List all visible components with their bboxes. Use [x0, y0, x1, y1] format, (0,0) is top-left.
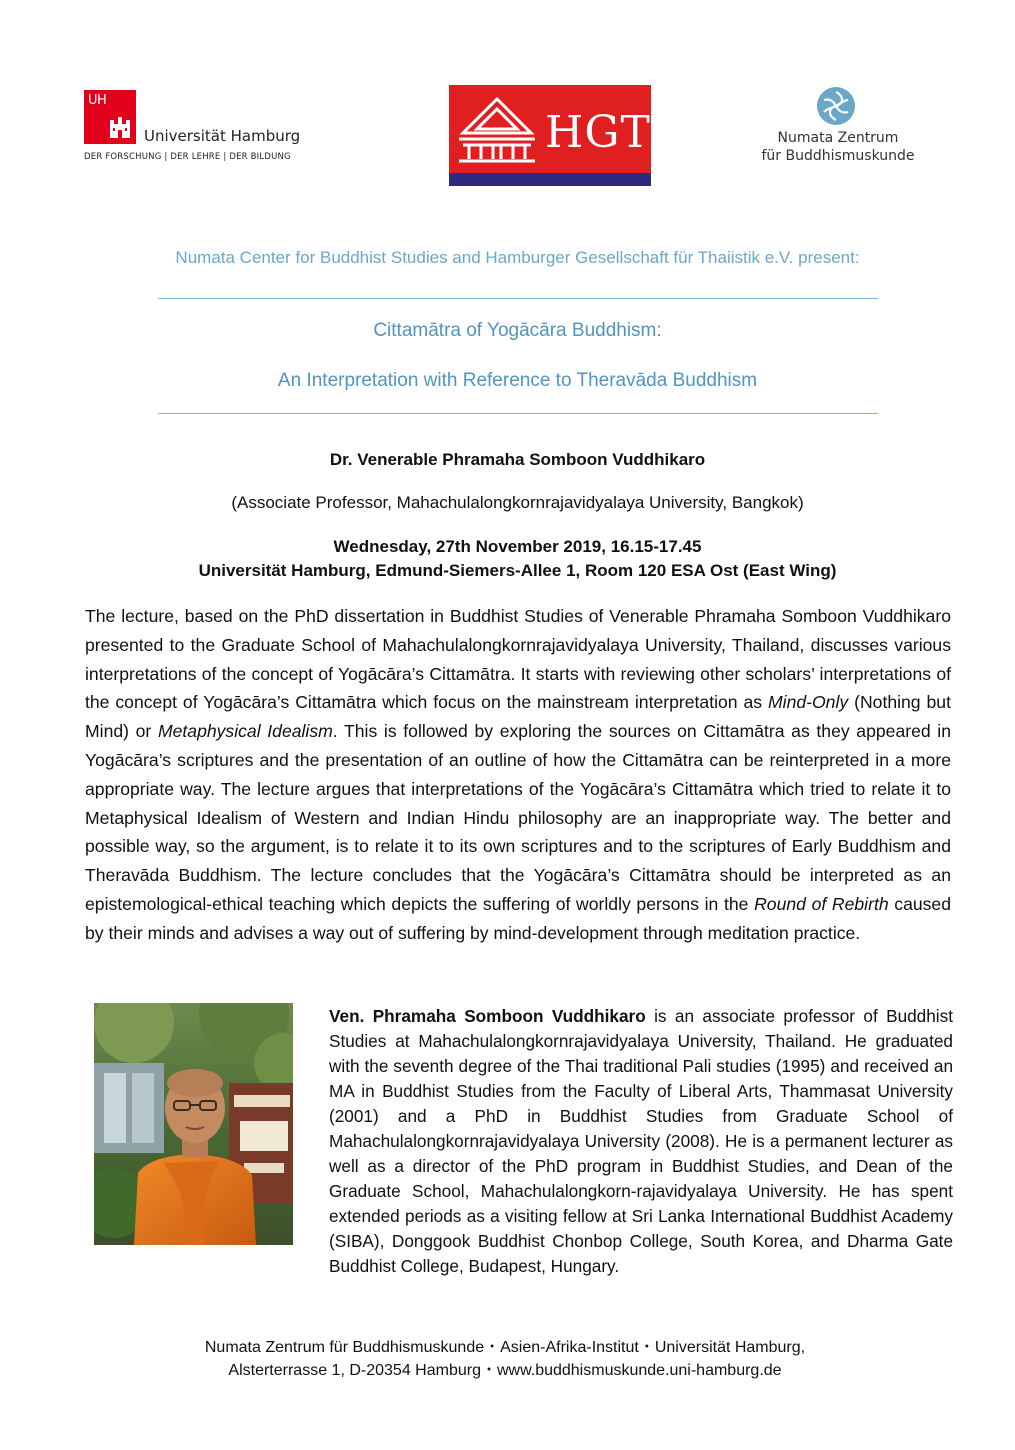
- hgt-text: HGT: [545, 107, 651, 158]
- event-venue: Universität Hamburg, Edmund-Siemers-Allee 1, Room 120 ESA Ost (East Wing): [198, 561, 837, 580]
- bio-name: Ven. Phramaha Somboon Vuddhikaro: [329, 1006, 646, 1026]
- abstract-text-3: . This is followed by exploring the sources on Cittamātra as they appeared in Yogācāra’s scriptures and the presentation of an outline of how the Cittamātra can be reinterpreted in a more appropriate way. The lecture argues that interpretations of the Yogācāra’s Cittamātra which tried to relate it to Metaphysical Idealism of Western and Indian Hindu philosophy are an inappropriate way. The better and possible way, so the argument, is to relate it to its own scriptures and to the scriptures of Early Buddhism and Theravāda Buddhism. The lecture concludes that the Yogācāra’s Cittamātra should be interpreted as an epistemological-ethical teaching which depicts the suffering of worldly persons in the: [85, 721, 951, 914]
- abstract-text-4: caused by their minds and advises a way out of suffering by mind-development through meditation practice.: [85, 893, 952, 943]
- bio-paragraph: [329, 1004, 953, 1279]
- abstract-paragraph: [85, 602, 951, 948]
- speaker-affiliation: (Associate Professor, Mahachulalongkornrajavidyalaya University, Bangkok): [231, 493, 804, 512]
- thai-pavilion-icon: [455, 95, 539, 165]
- footer-address-line1: Numata Zentrum für Buddhismuskunde・Asien-Afrika-Institut・Universität Hamburg,: [204, 1339, 806, 1356]
- abstract-emphasis-mind-only: Mind-Only: [768, 692, 849, 713]
- speaker-portrait: [94, 1003, 293, 1245]
- presenters-line: Numata Center for Buddhist Studies and Hamburger Gesellschaft für Thaiistik e.V. present:: [175, 248, 860, 267]
- event-date: Wednesday, 27th November 2019, 16.15-17.45: [333, 537, 702, 556]
- footer-address-line2: Alsterterrasse 1, D-20354 Hamburg・www.buddhismuskunde.uni-hamburg.de: [228, 1362, 782, 1379]
- numata-name-line2: für Buddhismuskunde: [761, 148, 915, 164]
- lecture-subtitle: An Interpretation with Reference to Theravāda Buddhism: [277, 370, 758, 391]
- abstract-emphasis-idealism: Metaphysical Idealism: [157, 721, 333, 742]
- speaker-name: Dr. Venerable Phramaha Somboon Vuddhikaro: [329, 450, 706, 469]
- hgt-red-field: [449, 85, 651, 173]
- footer: [0, 1336, 1010, 1382]
- lecture-abstract: [85, 602, 951, 948]
- bottom-divider: [158, 413, 878, 414]
- top-divider: [158, 298, 878, 299]
- castle-icon: [108, 116, 132, 140]
- speaker-photo: [94, 1003, 293, 1245]
- hgt-blue-bar: [449, 173, 651, 186]
- lecture-title: Cittamātra of Yogācāra Buddhism:: [373, 320, 662, 341]
- uhh-emblem: [84, 90, 136, 144]
- universitaet-hamburg-logo: [84, 90, 314, 170]
- speaker-bio: [329, 1004, 953, 1279]
- abstract-text-1: The lecture, based on the PhD dissertation in Buddhist Studies of Venerable Phramaha Somboon Vuddhikaro presented to the Graduate School of Mahachulalongkornrajavidyalaya University, Thailand, discusses various interpretations of the concept of Yogācāra’s Cittamātra. It starts with reviewing other scholars’ interpretations of the concept of Yogācāra’s Cittamātra which focus on the mainstream interpretation as: [85, 606, 951, 713]
- abstract-emphasis-rebirth: Round of Rebirth: [754, 893, 889, 914]
- bio-text: is an associate professor of Buddhist Studies at Mahachulalongkornrajavidyalaya University, Thailand. He graduated with the seventh degree of the Thai traditional Pali studies (1995) and received an MA in Buddhist Studies from the Faculty of Liberal Arts, Thammasat University (2001) and a PhD in Buddhist Studies from Graduate School of Mahachulalongkornrajavidyalaya University (2008). He is a permanent lecturer as well as a director of the PhD program in Buddhist Studies, and Dean of the Graduate School, Mahachulalongkorn-rajavidyalaya University. He has spent extended periods as a visiting fellow at Sri Lanka International Buddhist Academy (SIBA), Donggook Buddhist Chonbop College, South Korea, and Dharma Gate Buddhist College, Budapest, Hungary.: [329, 1006, 953, 1276]
- uhh-mark: UH: [88, 93, 107, 108]
- abstract-text-2: (Nothing but Mind) or: [85, 692, 951, 742]
- hgt-logo: [449, 85, 651, 186]
- numata-emblem-icon: [816, 86, 856, 126]
- uhh-name: Universität Hamburg: [144, 127, 301, 145]
- numata-name-line1: Numata Zentrum: [777, 130, 899, 146]
- numata-zentrum-logo: [740, 86, 936, 168]
- uhh-motto: DER FORSCHUNG | DER LEHRE | DER BILDUNG: [84, 152, 291, 162]
